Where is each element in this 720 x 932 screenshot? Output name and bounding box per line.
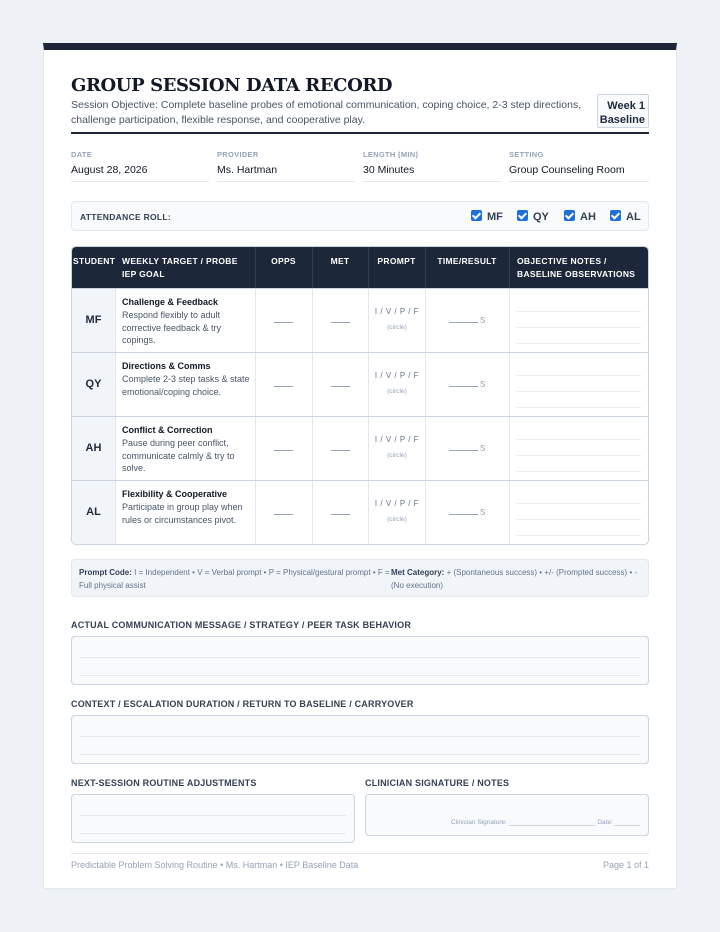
goal-description: Respond flexibly to adult corrective feedback & try copings. — [122, 310, 222, 345]
write-line — [80, 833, 346, 834]
title-divider — [71, 132, 649, 134]
session-objective: Session Objective: Complete baseline probes of emotional communication, coping choice, 2-3 step directions, challenge participation, flexible response, and cooperative play. — [71, 99, 582, 126]
note-line — [517, 439, 641, 440]
time-blank[interactable] — [449, 322, 478, 323]
write-line — [80, 754, 640, 755]
page-title: GROUP SESSION DATA RECORD — [71, 75, 393, 96]
meta-value: August 28, 2026 — [71, 164, 148, 176]
note-line — [517, 343, 641, 344]
header-target — [122, 255, 238, 281]
time-unit: S — [480, 380, 486, 389]
header-target-line: IEP GOAL — [122, 269, 165, 279]
time-blank[interactable] — [449, 514, 478, 515]
prompt-options[interactable]: I / V / P / F — [374, 371, 420, 380]
document-page — [43, 43, 677, 889]
time-unit: S — [480, 508, 486, 517]
attendance-student: AH — [580, 211, 596, 223]
page-number: Page 1 of 1 — [602, 860, 649, 870]
note-line — [517, 375, 641, 376]
met-blank[interactable] — [331, 322, 350, 323]
goal-title: Directions & Comms — [122, 361, 211, 371]
meta-label: DATE — [71, 150, 93, 159]
met-category-text: + (Spontaneous success) • +/- (Prompted success) • - (No execution) — [391, 568, 638, 590]
goal-description: Pause during peer conflict, communicate calmly & try to solve. — [122, 438, 235, 473]
signature-line: Clinician Signature: ________________________ Date: _______ — [450, 819, 640, 826]
context-label: CONTEXT / ESCALATION DURATION / RETURN TO BASELINE / CARRYOVER — [71, 699, 414, 709]
header-notes — [517, 255, 635, 281]
header-student: STUDENT — [73, 256, 116, 266]
table-row — [72, 352, 649, 416]
meta-value: 30 Minutes — [363, 164, 415, 176]
write-line — [80, 815, 346, 816]
met-category-title: Met Category: — [391, 568, 445, 577]
time-blank[interactable] — [449, 386, 478, 387]
prompt-code-text: I = Independent • V = Verbal prompt • P = Physical/gestural prompt • F = Full physical assist — [79, 568, 390, 590]
goal-title: Flexibility & Cooperative — [122, 489, 228, 499]
meta-setting — [509, 150, 649, 182]
time-blank[interactable] — [449, 450, 478, 451]
adjustments-label: NEXT-SESSION ROUTINE ADJUSTMENTS — [71, 778, 257, 788]
communication-label: ACTUAL COMMUNICATION MESSAGE / STRATEGY / PEER TASK BEHAVIOR — [71, 620, 412, 630]
attendance-label: ATTENDANCE ROLL: — [80, 212, 172, 222]
data-table — [71, 246, 649, 545]
header-time: TIME/RESULT — [437, 256, 497, 266]
table-row — [72, 288, 649, 352]
week-badge — [597, 94, 649, 128]
table-row — [72, 480, 649, 544]
attendance-student: QY — [533, 211, 549, 223]
header-met: MET — [330, 256, 350, 266]
prompt-hint: (circle) — [387, 324, 407, 331]
met-blank[interactable] — [331, 386, 350, 387]
note-line — [517, 407, 641, 408]
table-header — [72, 247, 649, 288]
prompt-options[interactable]: I / V / P / F — [374, 435, 420, 444]
note-line — [517, 455, 641, 456]
opps-blank[interactable] — [274, 322, 293, 323]
note-line — [517, 503, 641, 504]
signature-box[interactable] — [365, 794, 649, 836]
met-blank[interactable] — [331, 450, 350, 451]
attendance-student: AL — [626, 211, 641, 223]
note-line — [517, 471, 641, 472]
meta-label: LENGTH (MIN) — [363, 150, 419, 159]
note-line — [517, 391, 641, 392]
write-line — [80, 675, 640, 676]
context-box[interactable] — [71, 715, 649, 764]
prompt-code-title: Prompt Code: — [79, 568, 132, 577]
checkbox-checked-icon[interactable] — [610, 210, 621, 221]
meta-value: Ms. Hartman — [217, 164, 278, 176]
phase-label: Baseline — [599, 114, 645, 126]
goal-title: Challenge & Feedback — [122, 297, 219, 307]
write-line — [80, 657, 640, 658]
code-legend — [71, 559, 649, 597]
session-meta — [71, 150, 649, 184]
prompt-hint: (circle) — [387, 452, 407, 459]
attendance-item[interactable] — [564, 210, 596, 223]
meta-label: SETTING — [509, 150, 544, 159]
opps-blank[interactable] — [274, 450, 293, 451]
communication-box[interactable] — [71, 636, 649, 685]
meta-provider — [217, 150, 355, 182]
week-label: Week 1 — [607, 100, 645, 112]
student-initials: AL — [72, 481, 115, 544]
header-notes-line: OBJECTIVE NOTES / — [517, 256, 607, 266]
time-unit: S — [480, 316, 486, 325]
write-line — [80, 736, 640, 737]
meta-value: Group Counseling Room — [509, 164, 625, 176]
student-initials: MF — [72, 289, 115, 352]
checkbox-checked-icon[interactable] — [471, 210, 482, 221]
student-initials: QY — [72, 353, 115, 416]
prompt-hint: (circle) — [387, 516, 407, 523]
attendance-item[interactable] — [517, 210, 549, 223]
met-category-legend — [391, 567, 641, 592]
prompt-options[interactable]: I / V / P / F — [374, 307, 420, 316]
header-opps: OPPS — [271, 256, 296, 266]
goal-description: Complete 2-3 step tasks & state emotional/coping choice. — [122, 374, 250, 397]
note-line — [517, 311, 641, 312]
goal-description: Participate in group play when rules or circumstances pivot. — [122, 502, 243, 525]
meta-label: PROVIDER — [217, 150, 259, 159]
time-unit: S — [480, 444, 486, 453]
footer-divider — [71, 853, 649, 854]
header-notes-line: BASELINE OBSERVATIONS — [517, 269, 636, 279]
note-line — [517, 519, 641, 520]
attendance-roll — [71, 201, 649, 231]
prompt-code-legend — [79, 567, 391, 592]
note-line — [517, 535, 641, 536]
adjustments-box[interactable] — [71, 794, 355, 843]
checkbox-checked-icon[interactable] — [517, 210, 528, 221]
attendance-student: MF — [487, 211, 503, 223]
checkbox-checked-icon[interactable] — [564, 210, 575, 221]
prompt-hint: (circle) — [387, 388, 407, 395]
prompt-options[interactable]: I / V / P / F — [374, 499, 420, 508]
attendance-item[interactable] — [610, 210, 641, 223]
header-target-line: WEEKLY TARGET / PROBE — [122, 256, 238, 266]
meta-date — [71, 150, 209, 182]
opps-blank[interactable] — [274, 514, 293, 515]
signature-label: CLINICIAN SIGNATURE / NOTES — [365, 778, 510, 788]
footer-text: Predictable Problem Solving Routine • Ms. Hartman • IEP Baseline Data — [71, 860, 359, 870]
attendance-item[interactable] — [471, 210, 503, 223]
note-line — [517, 327, 641, 328]
header-divider — [509, 247, 510, 288]
header-prompt: PROMPT — [377, 256, 416, 266]
meta-length — [363, 150, 501, 182]
met-blank[interactable] — [331, 514, 350, 515]
goal-title: Conflict & Correction — [122, 425, 213, 435]
student-initials: AH — [72, 417, 115, 480]
opps-blank[interactable] — [274, 386, 293, 387]
table-row — [72, 416, 649, 480]
